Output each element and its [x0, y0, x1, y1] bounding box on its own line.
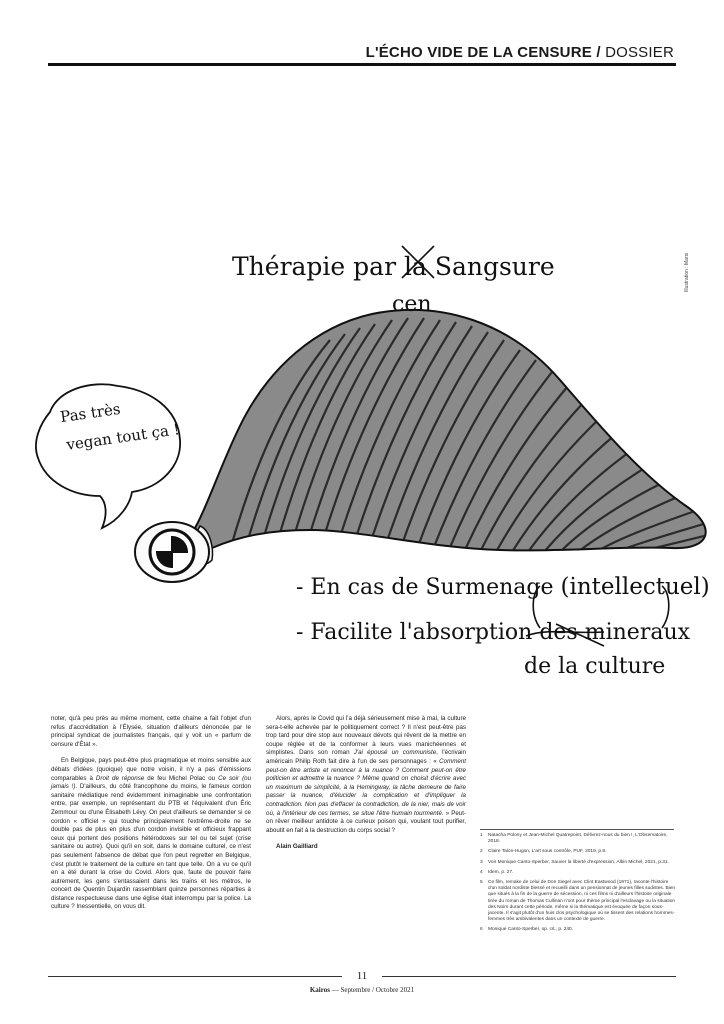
footnotes: [480, 833, 676, 938]
col1-paragraph-1: noter, qu'à peu près au même moment, cette chaîne a fait l'objet d'un refus d'accréditation à l'Élysée, situation d'ailleurs dénoncée par le principal syndicat de journalistes français, qui y voit un « parfum de censure d'État ».: [51, 715, 251, 748]
footnote: [480, 870, 676, 876]
caption-line-1-text: - En cas de Surmenage: [296, 575, 554, 600]
speech-line-1: Pas très: [59, 399, 122, 427]
header-rule: [48, 63, 676, 66]
caption-line-2-struck-b: mine: [584, 620, 640, 645]
footnote-number: 6: [480, 927, 483, 933]
col2-p1-quote: Comment peut-on être artiste et renoncer à la nuance ? Comment peut-on être politicien et admettre la nuance ? Même quand on choisit d'écrire avec un maximum de simplicité, à la Hemingway, la tâche demeure de faire passer la nuance, d'élucider la complication et d'impliquer la contradiction. Non pas d'effacer la contradiction, de la nier, mais de voir où, à l'intérieur de ces termes, se situe l'être humain tourmenté.: [266, 757, 466, 817]
author-signature: Alain Gailliard: [276, 843, 318, 851]
illustration-title: [232, 252, 555, 281]
header-title: L'ÉCHO VIDE DE LA CENSURE: [365, 44, 592, 61]
col2-p1-text-a: Alors, après le Covid qui l'a déjà sérieusement mise à mal, la culture sera-t-elle achevée par le politiquement correct ? Il n'est peut-être pas trop tard pour dire stop aux nouveaux dévots qui rêvent de la mettre en coupe réglée et de la conformer à leurs vues manichéennes et simplistes. Dans son roman: [266, 715, 466, 757]
col1-p2-title-b: Ce soir (ou jamais !): [51, 774, 252, 791]
running-header: [366, 44, 674, 61]
footnote-text: Ce film, remake de celui de Don Siegel avec Clint Eastwood (1971), raconte l'histoire d'un soldat nordiste blessé et recueilli dans un pensionnat de jeunes filles sudistes. Bien que situés à la fin de la guerre de sécession, ni ces films ni d'ailleurs l'histoire originale tirée du roman de Thomas Cullinan n'ont pour thème principal l'esclavage ou la situation des Noirs durant cette période, même si la thématique est évoquée de façon sous-jacente. Il s'agit plutôt d'un huis clos psychologique où se tissent des relations hommes-femmes très ambivalentes dans un contexte de guerre.: [488, 880, 676, 923]
col2-p1-book-title: J'ai épousé un communiste: [353, 749, 437, 757]
leech-mouth: [135, 522, 209, 582]
title-correction: cen: [392, 292, 432, 317]
col1-p2-text-b: de feu Michel Polac ou: [144, 774, 219, 782]
footnote: [480, 849, 676, 855]
footnote: [480, 860, 676, 866]
footnote-text: Voir Monique Canto-Sperber, Sauver la liberté d'expression, Albin Michel, 2021, p.31.: [488, 859, 669, 865]
footnote: [480, 927, 676, 933]
footer-journal: Kairos: [309, 986, 330, 994]
page-number: 11: [342, 969, 382, 983]
caption-line-2: [296, 620, 690, 645]
footnote-number: 1: [480, 833, 483, 838]
header-section: DOSSIER: [605, 44, 674, 61]
footnote: [480, 880, 676, 923]
footnote: [480, 833, 676, 845]
illustration-credit: Illustration : Marsi: [684, 252, 690, 292]
footnote-text: Monique Canto-Sperber, op. cit., p. 240.: [488, 927, 574, 933]
footnote-number: 4: [480, 869, 483, 875]
caption-line-1: [296, 574, 710, 600]
footnote-number: 3: [480, 859, 483, 865]
col2-p1-text-b: , l'écrivain américain Philip Roth fait dire à l'un de ses personnages : «: [266, 749, 466, 765]
footnote-text: Natacha Polony et Jean-Michel Quatrepoint, Délivrez-nous du bien !, L'Observatoire, 2018.: [488, 833, 668, 845]
col1-p2-text-a: En Belgique, pays peut-être plus pragmatique et moins sensible aux débats d'idées (quoique) que notre voisin, il n'y a pas d'émissions comparables à: [51, 757, 251, 782]
title-part1: Thérapie par la: [232, 252, 427, 281]
col2-paragraph-1: [266, 715, 466, 835]
caption-line-2-end: raux: [639, 620, 691, 645]
footnote-number: 2: [480, 849, 483, 855]
col1-p2-text-c: . D'ailleurs, du côté francophone du moins, le fameux cordon sanitaire médiatique rend évidemment inimaginable une confrontation entre, par exemple, un représentant du PTB et l'équivalent d'un Éric Zemmour ou d'une Élisabeth Lévy. On peut d'ailleurs se demander si ce cordon « officiel » qui touche principalement l'extrême-droite ne se double pas de plus en plus d'un cordon invisible et officieux frappant ceux qui portent des positions hétérodoxes sur tel ou tel sujet (crise sanitaire ou autre). Quoi qu'il en soit, dans le domaine culturel, ce n'est pas seulement l'absence de débat que l'on peut regretter en Belgique, c'est plutôt le traitement de la culture en tant que telle. On a vu ce qu'il en a été durant la crise du Covid. Alors que, faute de pouvoir faire autrement, les gens s'entassaient dans les trains et les métros, le concert de Quentin Dujardin rassemblant quinze personnes réparties à distance respectueuse dans une église était interrompu par la police. La culture ? Inessentielle, on vous dit.: [51, 783, 251, 911]
illustration: [0, 230, 724, 690]
footnotes-rule: [480, 829, 674, 830]
col1-p2-title-a: Droit de réponse: [95, 774, 145, 782]
caption-line-2-struck-a: des: [539, 620, 578, 645]
speech-line-2: vegan tout ça !: [65, 420, 181, 454]
col2-p1-text-c: » Peut-on rêver meilleur antidote à ce curieux poison qui, voulant tout purifier, aboutit en fait à la destruction du corps social ?: [266, 809, 467, 834]
title-struck: San: [434, 252, 483, 281]
caption-line-1-paren: (intellectuel): [560, 574, 710, 600]
title-part2: gsure: [482, 252, 555, 281]
article-column-2: [266, 715, 466, 852]
col1-paragraph-2: [51, 757, 251, 912]
footnote-text: Claire Talon-Hugon, L'art sous contrôle, PUF, 2019, p.8.: [488, 849, 607, 855]
footer: [0, 986, 724, 994]
footer-dash: —: [329, 986, 341, 994]
footer-date: Septembre / Octobre 2021: [340, 986, 415, 994]
leech-body: [182, 310, 720, 552]
caption-line-2-text: - Facilite l'absorption: [296, 620, 533, 645]
caption-line-2-correction: de la culture: [524, 654, 666, 679]
footnote-text: Idem, p. 27.: [488, 869, 514, 875]
header-separator: /: [596, 44, 601, 61]
footnote-number: 5: [480, 880, 483, 886]
article-column-1: [51, 715, 251, 920]
